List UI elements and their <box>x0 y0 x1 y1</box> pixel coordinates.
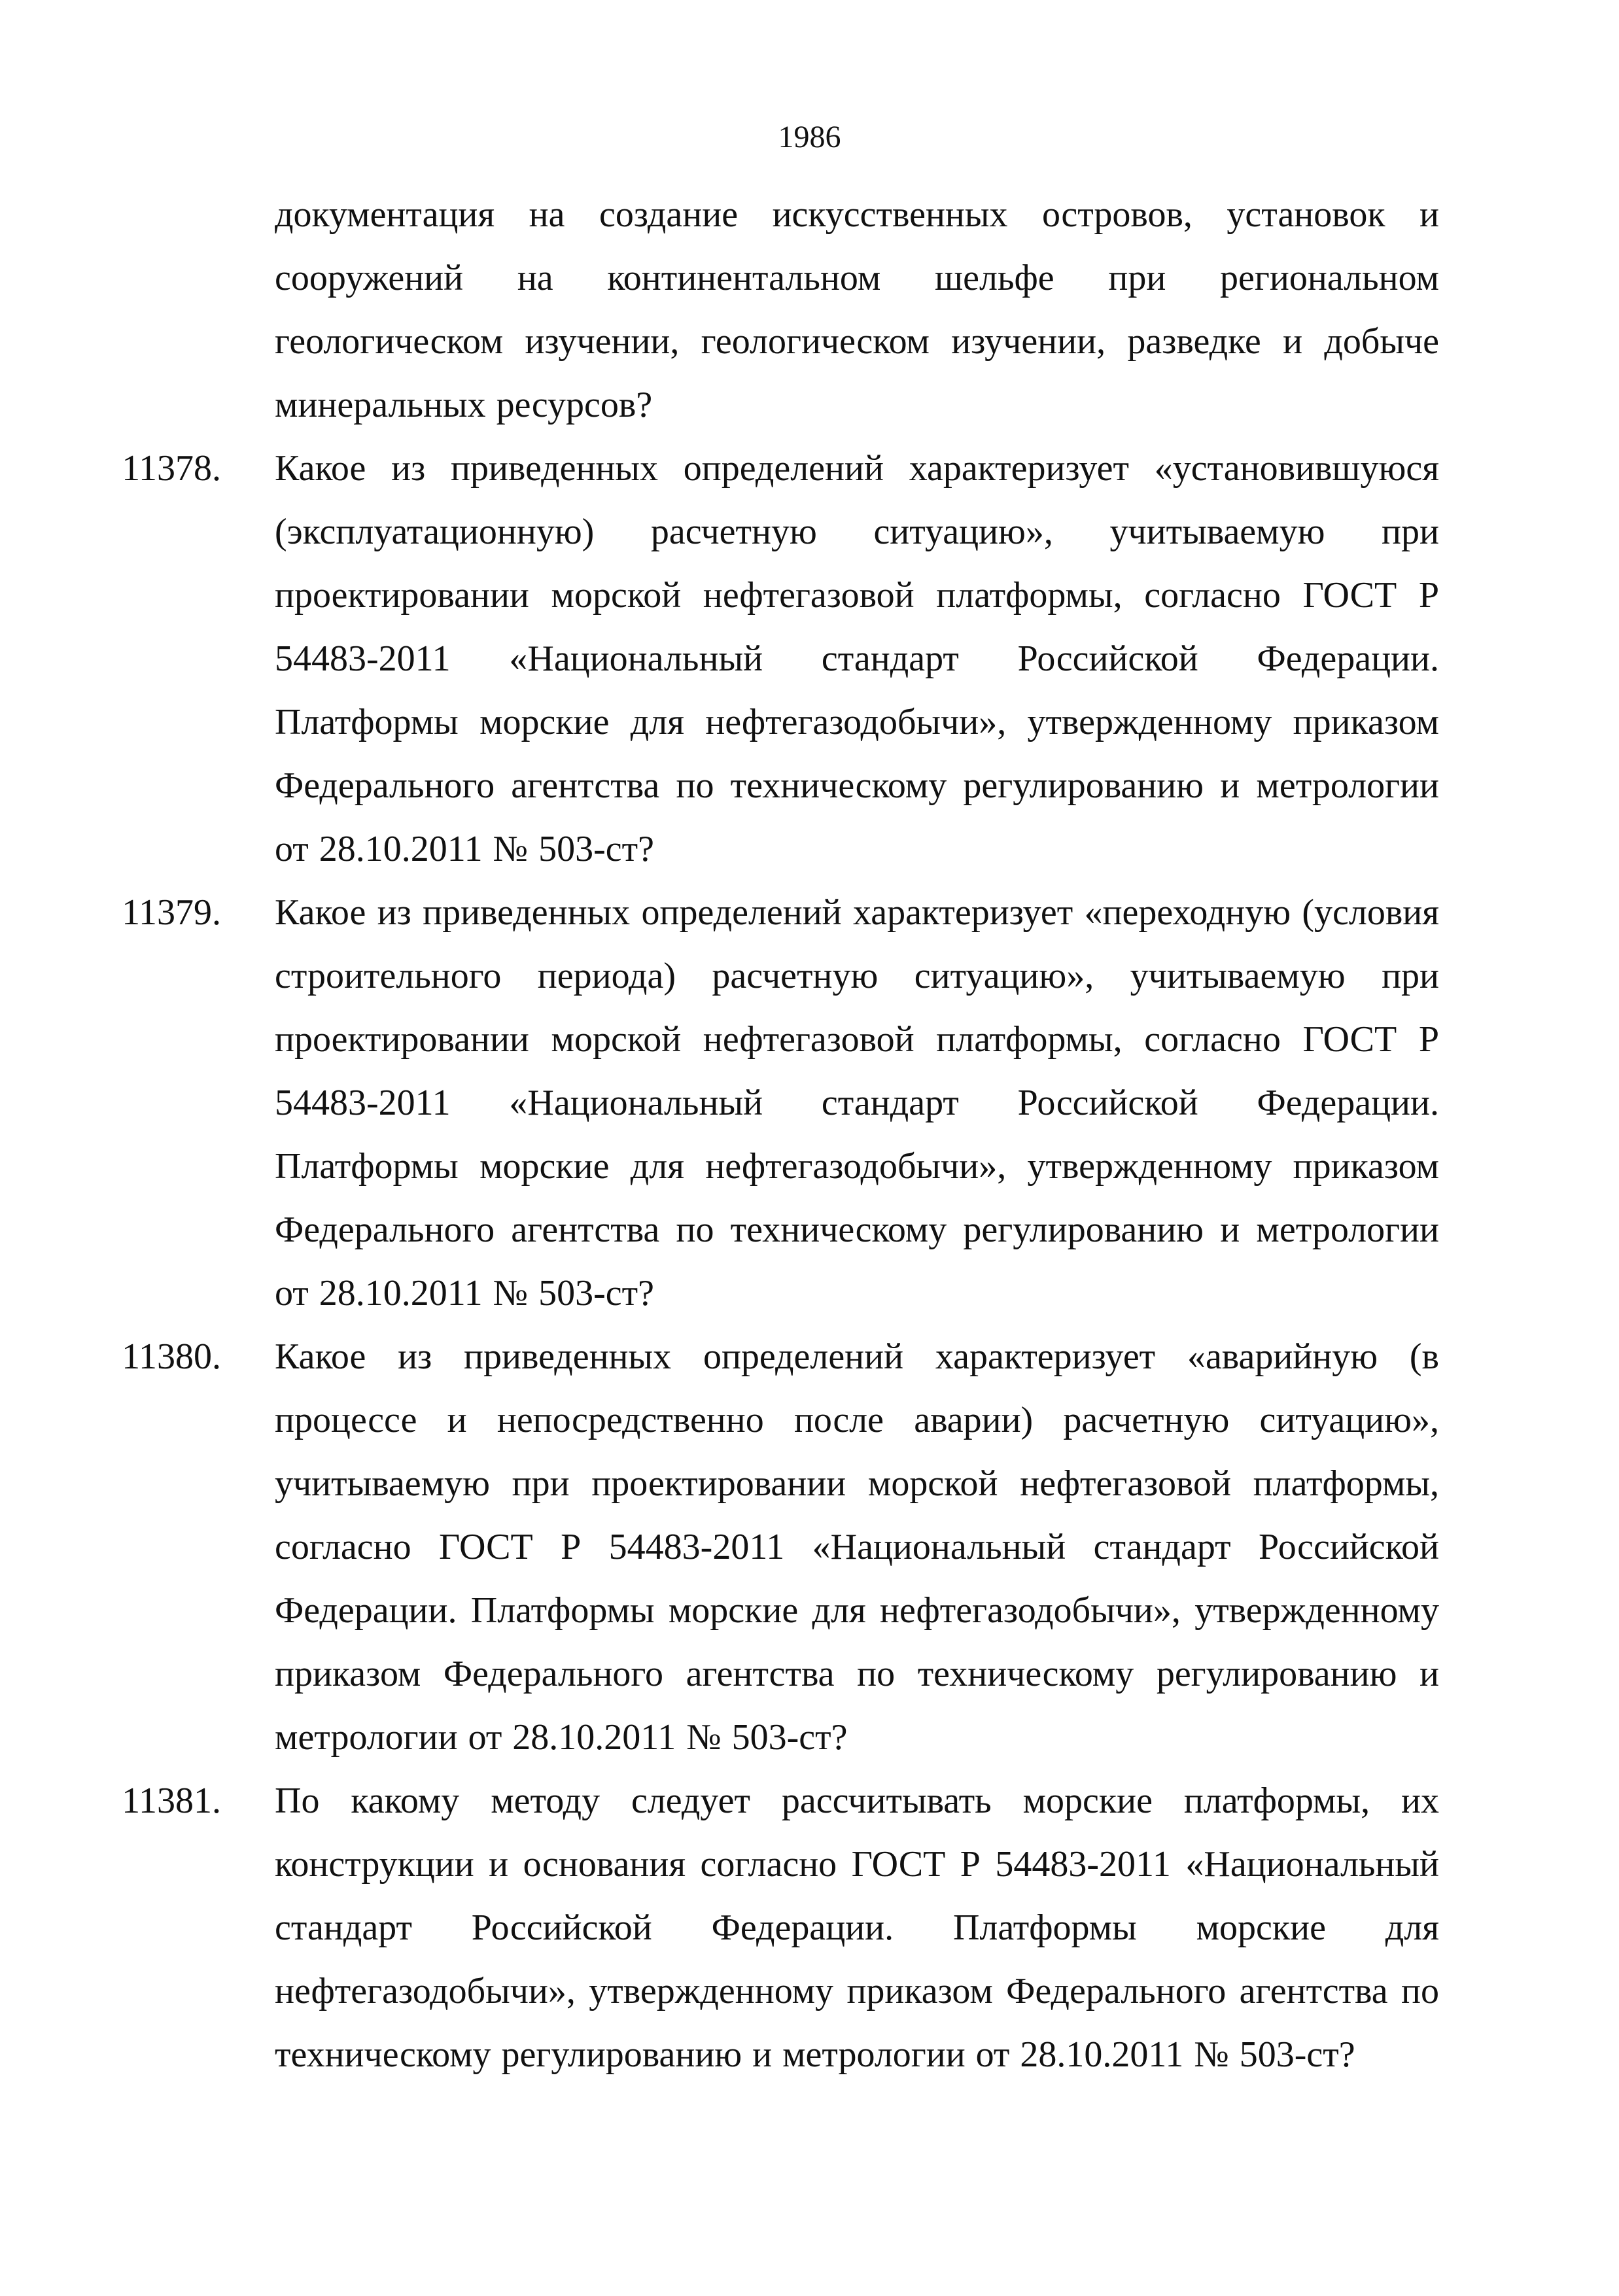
question-text: Какое из приведенных определений характеризует «установившуюся (эксплуатационную) расчетную ситуацию», учитываемую при проектировании морской нефтегазовой платформы, согласно ГОСТ Р 54483-2011 «Национальный стандарт Российской Федерации. Платформы морские для нефтегазодобычи», утвержденному приказом Федерального агентства по техническому регулированию и метрологии от 28.10.2011 № 503-ст? <box>275 448 1439 869</box>
question-text: Какое из приведенных определений характеризует «аварийную (в процессе и непосредственно после аварии) расчетную ситуацию», учитываемую при проектировании морской нефтегазовой платформы, согласно ГОСТ Р 54483-2011 «Национальный стандарт Российской Федерации. Платформы морские для нефтегазодобычи», утвержденному приказом Федерального агентства по техническому регулированию и метрологии от 28.10.2011 № 503-ст? <box>275 1336 1439 1758</box>
page-number: 1986 <box>778 120 841 154</box>
question-11380 <box>122 1325 1439 1769</box>
question-text: Какое из приведенных определений характеризует «переходную (условия строительного периода) расчетную ситуацию», учитываемую при проектировании морской нефтегазовой платформы, согласно ГОСТ Р 54483-2011 «Национальный стандарт Российской Федерации. Платформы морские для нефтегазодобычи», утвержденному приказом Федерального агентства по техническому регулированию и метрологии от 28.10.2011 № 503-ст? <box>275 892 1439 1313</box>
question-11379 <box>122 881 1439 1325</box>
question-number: 11378. <box>122 448 221 489</box>
question-number: 11380. <box>122 1336 221 1377</box>
continuation-paragraph: документация на создание искусственных островов, установок и сооружений на континентальном шельфе при региональном геологическом изучении, геологическом изучении, разведке и добыче минеральных ресурсов? <box>275 194 1439 425</box>
question-11378 <box>122 437 1439 881</box>
question-text: По какому методу следует рассчитывать морские платформы, их конструкции и основания согласно ГОСТ Р 54483-2011 «Национальный стандарт Российской Федерации. Платформы морские для нефтегазодобычи», утвержденному приказом Федерального агентства по техническому регулированию и метрологии от 28.10.2011 № 503-ст? <box>275 1781 1439 2075</box>
question-number: 11379. <box>122 892 221 933</box>
question-number: 11381. <box>122 1781 221 1821</box>
question-11381 <box>122 1769 1439 2087</box>
document-body <box>0 183 1619 2087</box>
